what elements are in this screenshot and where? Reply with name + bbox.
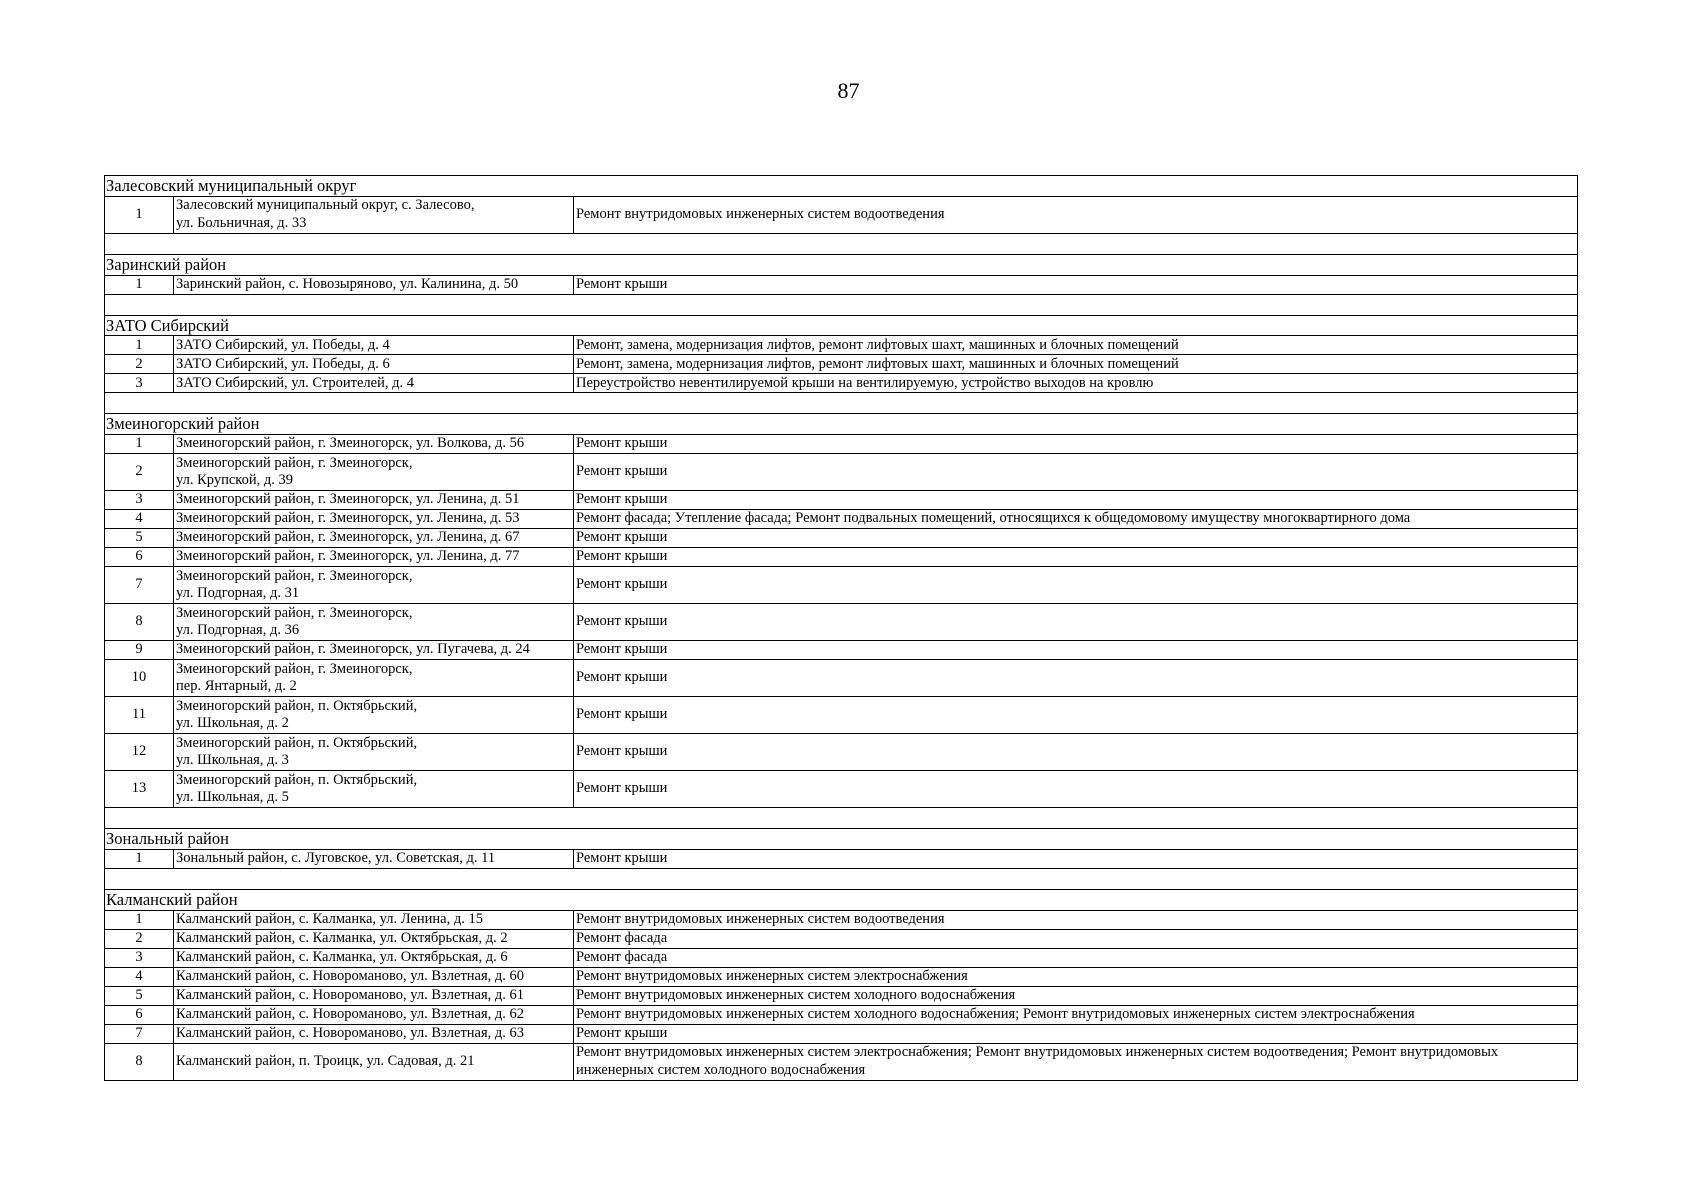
row-address (174, 491, 574, 510)
row-number: 11 (105, 697, 174, 734)
table-row (105, 910, 1578, 929)
row-address (174, 196, 574, 233)
row-number: 6 (105, 1005, 174, 1024)
section-spacer (105, 393, 1578, 414)
address-line: Калманский район, с. Новороманово, ул. Взлетная, д. 62 (176, 1006, 525, 1023)
row-address (174, 771, 574, 808)
table-row (105, 660, 1578, 697)
address-line: Змеиногорский район, г. Змеиногорск, ул. Ленина, д. 51 (176, 491, 520, 508)
table-row (105, 948, 1578, 967)
table-row (105, 196, 1578, 233)
section-spacer (105, 233, 1578, 254)
section-header (105, 176, 1578, 197)
row-number: 8 (105, 1043, 174, 1080)
row-work-type: Ремонт крыши (574, 734, 1578, 771)
row-number: 12 (105, 734, 174, 771)
table-row (105, 604, 1578, 641)
section-title: Залесовский муниципальный округ (105, 176, 1578, 197)
row-address (174, 454, 574, 491)
row-work-type: Ремонт фасада; Утепление фасада; Ремонт подвальных помещений, относящихся к общедомовому имуществу многоквартирного дома (574, 510, 1578, 529)
row-number: 5 (105, 529, 174, 548)
row-number: 4 (105, 967, 174, 986)
table-row (105, 275, 1578, 294)
row-work-type: Ремонт внутридомовых инженерных систем водоотведения (574, 196, 1578, 233)
row-work-type: Ремонт крыши (574, 604, 1578, 641)
section-title: ЗАТО Сибирский (105, 315, 1578, 336)
table-body (105, 176, 1578, 1081)
row-number: 9 (105, 641, 174, 660)
address-line: Калманский район, с. Калманка, ул. Октябрьская, д. 6 (176, 949, 508, 966)
row-address (174, 849, 574, 868)
table-row (105, 771, 1578, 808)
address-line: Калманский район, с. Калманка, ул. Ленина, д. 15 (176, 911, 483, 928)
address-line: Калманский район, с. Калманка, ул. Октябрьская, д. 2 (176, 930, 508, 947)
row-address (174, 510, 574, 529)
address-line: Змеиногорский район, г. Змеиногорск, (176, 660, 413, 677)
address-line: Залесовский муниципальный округ, с. Залесово, (176, 197, 475, 214)
row-address (174, 660, 574, 697)
address-line: ул. Школьная, д. 5 (176, 789, 289, 806)
row-address (174, 355, 574, 374)
row-number: 5 (105, 986, 174, 1005)
address-line: ЗАТО Сибирский, ул. Победы, д. 6 (176, 355, 390, 372)
row-address (174, 435, 574, 454)
address-line: ул. Больничная, д. 33 (176, 214, 307, 231)
row-number: 13 (105, 771, 174, 808)
address-line: Заринский район, с. Новозыряново, ул. Калинина, д. 50 (176, 275, 519, 292)
table-row (105, 510, 1578, 529)
table-row (105, 641, 1578, 660)
row-address (174, 567, 574, 604)
row-work-type: Ремонт крыши (574, 1024, 1578, 1043)
row-work-type: Ремонт, замена, модернизация лифтов, ремонт лифтовых шахт, машинных и блочных помещений (574, 336, 1578, 355)
address-line: Змеиногорский район, г. Змеиногорск, ул. Волкова, д. 56 (176, 435, 525, 452)
table-row (105, 355, 1578, 374)
row-number: 3 (105, 374, 174, 393)
address-line: ул. Подгорная, д. 31 (176, 585, 300, 602)
address-line: Змеиногорский район, п. Октябрьский, (176, 734, 418, 751)
row-address (174, 697, 574, 734)
row-number: 2 (105, 929, 174, 948)
row-work-type: Ремонт фасада (574, 948, 1578, 967)
table-row (105, 336, 1578, 355)
address-line: ЗАТО Сибирский, ул. Победы, д. 4 (176, 336, 390, 353)
address-line: Калманский район, с. Новороманово, ул. Взлетная, д. 61 (176, 987, 525, 1004)
row-number: 10 (105, 660, 174, 697)
row-address (174, 967, 574, 986)
page-number: 87 (837, 78, 860, 103)
row-address (174, 948, 574, 967)
row-address (174, 641, 574, 660)
address-line: Змеиногорский район, г. Змеиногорск, (176, 454, 413, 471)
row-address (174, 1005, 574, 1024)
address-line: ЗАТО Сибирский, ул. Строителей, д. 4 (176, 374, 414, 391)
row-work-type: Ремонт крыши (574, 849, 1578, 868)
row-address (174, 1024, 574, 1043)
row-number: 1 (105, 435, 174, 454)
row-work-type: Ремонт крыши (574, 567, 1578, 604)
row-work-type: Ремонт крыши (574, 491, 1578, 510)
row-address (174, 604, 574, 641)
table-row (105, 567, 1578, 604)
row-work-type: Ремонт внутридомовых инженерных систем холодного водоснабжения (574, 986, 1578, 1005)
row-address (174, 548, 574, 567)
address-line: пер. Янтарный, д. 2 (176, 678, 297, 695)
section-header (105, 414, 1578, 435)
address-line: Змеиногорский район, п. Октябрьский, (176, 697, 418, 714)
section-title: Зональный район (105, 829, 1578, 850)
row-number: 2 (105, 355, 174, 374)
row-address (174, 986, 574, 1005)
table-row (105, 454, 1578, 491)
row-work-type: Ремонт внутридомовых инженерных систем холодного водоснабжения; Ремонт внутридомовых инженерных систем электроснабжения (574, 1005, 1578, 1024)
table-row (105, 1005, 1578, 1024)
address-line: Калманский район, п. Троицк, ул. Садовая, д. 21 (176, 1053, 475, 1070)
address-line: Змеиногорский район, г. Змеиногорск, ул. Ленина, д. 53 (176, 510, 520, 527)
address-line: Змеиногорский район, г. Змеиногорск, ул. Ленина, д. 77 (176, 548, 520, 565)
address-line: Змеиногорский район, г. Змеиногорск, (176, 604, 413, 621)
address-line: ул. Школьная, д. 2 (176, 715, 289, 732)
row-address (174, 734, 574, 771)
row-work-type: Ремонт крыши (574, 771, 1578, 808)
row-work-type: Ремонт фасада (574, 929, 1578, 948)
table-row (105, 529, 1578, 548)
row-address (174, 910, 574, 929)
address-line: Зональный район, с. Луговское, ул. Советская, д. 11 (176, 850, 496, 867)
row-work-type: Ремонт крыши (574, 548, 1578, 567)
row-address (174, 374, 574, 393)
row-address (174, 336, 574, 355)
row-address (174, 275, 574, 294)
address-line: ул. Подгорная, д. 36 (176, 622, 300, 639)
table-row (105, 548, 1578, 567)
table-row (105, 986, 1578, 1005)
section-spacer (105, 808, 1578, 829)
row-number: 1 (105, 849, 174, 868)
section-spacer (105, 868, 1578, 889)
row-number: 7 (105, 1024, 174, 1043)
row-number: 4 (105, 510, 174, 529)
address-line: Змеиногорский район, г. Змеиногорск, (176, 567, 413, 584)
row-work-type: Ремонт крыши (574, 275, 1578, 294)
section-title: Заринский район (105, 254, 1578, 275)
address-line: Змеиногорский район, г. Змеиногорск, ул. Пугачева, д. 24 (176, 641, 530, 658)
section-header (105, 315, 1578, 336)
table-row (105, 849, 1578, 868)
row-work-type: Ремонт крыши (574, 454, 1578, 491)
row-work-type: Ремонт крыши (574, 697, 1578, 734)
table-row (105, 435, 1578, 454)
row-work-type: Переустройство невентилируемой крыши на вентилируемую, устройство выходов на кровлю (574, 374, 1578, 393)
row-work-type: Ремонт внутридомовых инженерных систем электроснабжения; Ремонт внутридомовых инженерных систем водоотведения; Ремонт внутридомовых инженерных систем холодного водоснабжения (574, 1043, 1578, 1080)
row-work-type: Ремонт крыши (574, 529, 1578, 548)
row-work-type: Ремонт крыши (574, 641, 1578, 660)
row-number: 3 (105, 948, 174, 967)
row-address (174, 1043, 574, 1080)
row-number: 7 (105, 567, 174, 604)
table-row (105, 1024, 1578, 1043)
row-number: 1 (105, 196, 174, 233)
row-address (174, 529, 574, 548)
row-work-type: Ремонт, замена, модернизация лифтов, ремонт лифтовых шахт, машинных и блочных помещений (574, 355, 1578, 374)
row-number: 1 (105, 910, 174, 929)
row-work-type: Ремонт крыши (574, 660, 1578, 697)
table-row (105, 491, 1578, 510)
repair-works-table (104, 175, 1578, 1081)
section-header (105, 829, 1578, 850)
section-spacer (105, 294, 1578, 315)
row-work-type: Ремонт внутридомовых инженерных систем электроснабжения (574, 967, 1578, 986)
table-row (105, 929, 1578, 948)
section-header (105, 889, 1578, 910)
row-work-type: Ремонт внутридомовых инженерных систем водоотведения (574, 910, 1578, 929)
row-number: 2 (105, 454, 174, 491)
address-line: Змеиногорский район, г. Змеиногорск, ул. Ленина, д. 67 (176, 529, 520, 546)
row-number: 8 (105, 604, 174, 641)
address-line: Калманский район, с. Новороманово, ул. Взлетная, д. 60 (176, 968, 525, 985)
table-row (105, 697, 1578, 734)
table-row (105, 1043, 1578, 1080)
table-row (105, 967, 1578, 986)
address-line: ул. Крупской, д. 39 (176, 472, 293, 489)
row-work-type: Ремонт крыши (574, 435, 1578, 454)
row-number: 1 (105, 336, 174, 355)
row-address (174, 929, 574, 948)
section-title: Змеиногорский район (105, 414, 1578, 435)
table-row (105, 734, 1578, 771)
row-number: 1 (105, 275, 174, 294)
section-title: Калманский район (105, 889, 1578, 910)
address-line: Калманский район, с. Новороманово, ул. Взлетная, д. 63 (176, 1025, 525, 1042)
table-row (105, 374, 1578, 393)
address-line: ул. Школьная, д. 3 (176, 752, 289, 769)
address-line: Змеиногорский район, п. Октябрьский, (176, 771, 418, 788)
section-header (105, 254, 1578, 275)
row-number: 6 (105, 548, 174, 567)
row-number: 3 (105, 491, 174, 510)
